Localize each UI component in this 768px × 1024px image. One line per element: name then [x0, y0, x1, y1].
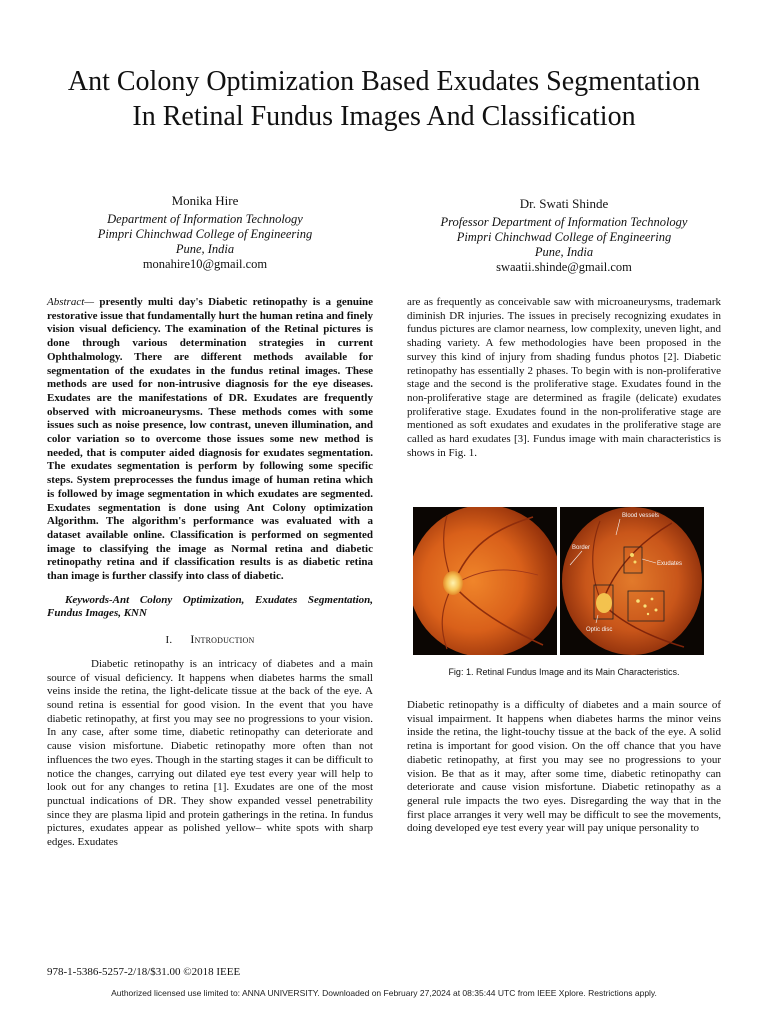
figure-caption: Fig: 1. Retinal Fundus Image and its Main Characteristics.: [448, 667, 680, 677]
intro-paragraph: Diabetic retinopathy is an intricacy of diabetes and a main source of visual deficiency. It happens when diabetes harms the small veins inside the retina, the light-delicate tissue at the back of the eye. A sound retina is essential for good vision. In the event that you have diabetic retinopathy, at first you may see no progressions to your vision. In any case, after some time, diabetic retinopathy can deteriorate and cause vision misfortune. Diabetic retinopathy more often than not influences the two eyes. Though in the starting stages it can be difficult to notice the changes, carrying out dilated eye test every year will help to look out for any changes to retina [1]. Exudates are one of the most punctual indications of DR. They show expanded vessel penetrability since they are plasma lipid and protein gatherings in the retina. In fundus pictures, exudates appear as polished yellow– white spots with sharp edges. Exudates: [47, 657, 373, 849]
left-column: [47, 296, 373, 850]
right-column-lower: [407, 699, 721, 836]
author-college: Pimpri Chinchwad College of Engineering: [456, 230, 672, 244]
fundus-image-annotated: [560, 507, 704, 655]
section-title: Introduction: [190, 632, 255, 647]
section-number: I.: [165, 634, 173, 647]
abstract-lead: Abstract—: [47, 296, 95, 308]
author-name: Dr. Swati Shinde: [519, 196, 609, 211]
paper-title: Ant Colony Optimization Based Exudates Segmentation In Retinal Fundus Images And Classification: [67, 66, 701, 132]
abstract: [47, 296, 373, 584]
body-paragraph: are as frequently as conceivable saw with microaneurysms, trademark diminish DR injuries. The issues in precisely recognizing exudates in fundus pictures are clamor nearness, low complexity, uneven light, and shading variety. A few methodologies have been proposed in the survey this kind of injury from shading fundus photos [2]. Diabetic retinopathy has essentially 2 phases. To begin with is non-proliferative stage and the second is the proliferative stage. Exudates found in the non-proliferative stage are determined as fragile (delicate) exudates proliferative stage. Exudates found in the non-proliferative stage are mentioned as soft exudates and exudates in the proliferative stage are called as hard exudates [3]. Fundus image with main characteristics is shows in Fig. 1.: [407, 296, 721, 459]
author-name: Monika Hire: [171, 193, 239, 208]
label-blood-vessels: Blood vessels: [622, 513, 660, 519]
label-exudates: Exudates: [657, 561, 683, 567]
body-paragraph: Diabetic retinopathy is a difficulty of diabetes and a main source of visual impairment. It happens when diabetes harms the minor veins inside the retina, the light-touchy tissue at the back of the eye. A solid retina is important for good vision. On the off chance that you have diabetic retinopathy, at first you may see no progressions to your vision. Be that as it may, after some time, diabetic retinopathy can deteriorate and cause vision misfortune. Diabetic retinopathy as a general rule impacts the two eyes. Disregarding the way that in the first place arranges it very well may be difficult to see the movements, doing developed eye test every year will pay unique personality to: [407, 699, 721, 835]
right-column-upper: [407, 296, 721, 460]
author-college: Pimpri Chinchwad College of Engineering: [97, 227, 313, 241]
fundus-image-normal: [413, 507, 557, 655]
fundus-figure: [413, 507, 719, 655]
author-block-2: [405, 196, 723, 275]
footer-isbn: 978-1-5386-5257-2/18/$31.00 ©2018 IEEE: [47, 966, 241, 978]
footer-license: Authorized licensed use limited to: ANNA UNIVERSITY. Downloaded on February 27,2024 at 08:35:44 UTC from IEEE Xplore. Restrictions apply.: [111, 988, 657, 998]
label-border: Border: [572, 545, 591, 551]
label-optic-disc: Optic disc: [586, 627, 613, 633]
author-location: Pune, India: [175, 242, 235, 256]
author-department: Professor Department of Information Technology: [440, 215, 688, 229]
author-location: Pune, India: [534, 245, 594, 259]
abstract-text: presently multi day's Diabetic retinopathy is a genuine restorative issue that fundamentally hurt the human retina and finely vision visual deficiency. The examination of the Retinal pictures is done through various determination strategies in current Ophthalmology. There are different methods available for segmentation of the exudates in the fundus retinal images. These methods are used for non-intrusive diagnosis for the eye diseases. Exudates are the manifestations of DR. Exudates are frequently observed with microaneurysms. These methods comes with some issues such as noise presence, low contrast, uneven illumination, and color variation so to overcome those issues some new method is needed, that is computer aided diagnosis for exudates segmentation. The exudates segmentation is perform by following some specific steps. System preprocesses the fundus image of human retina which is followed by image segmentation in which exudates are segmented. Exudates segmentation is done using Ant Colony optimization Algorithm. The algorithm's performance was evaluated with a dataset available online. Classification is performed on segmented image to classifying the image as Normal retina and diabetic retinopathy retina and if classification results is as diabetic retina than image is further classify into class of diabetic.: [47, 296, 373, 583]
author-department: Department of Information Technology: [107, 212, 303, 226]
keywords: Keywords-Ant Colony Optimization, Exudates Segmentation, Fundus Images, KNN: [47, 593, 373, 620]
author-email: swaatii.shinde@gmail.com: [496, 260, 632, 274]
section-heading: [47, 633, 373, 648]
author-email: monahire10@gmail.com: [142, 257, 268, 271]
author-block-1: [60, 193, 350, 272]
